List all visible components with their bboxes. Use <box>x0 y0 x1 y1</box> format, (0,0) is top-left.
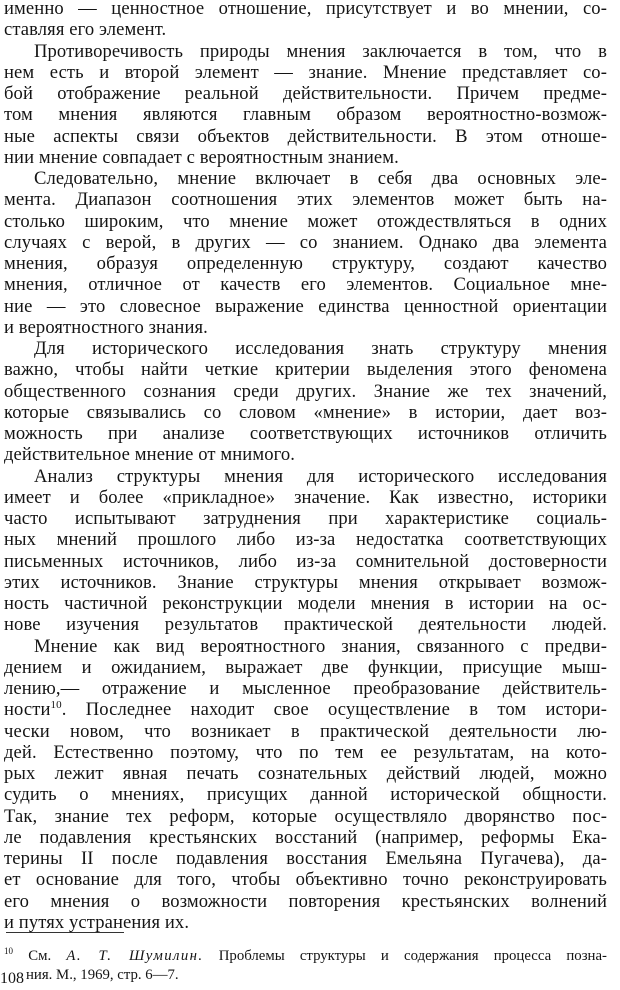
text-line: ных мнений прошлого либо из-за недостатка соответствующих <box>4 529 607 551</box>
text-line: письменных источников, либо из-за сомнительной достоверности <box>4 550 607 572</box>
text-line: Для исторического исследования знать структуру мнения <box>34 338 607 359</box>
text-line: дением и ожиданием, выражает две функции, присущие мыш- <box>4 656 607 678</box>
text-line: нем есть и второй элемент — знание. Мнение представляет со- <box>4 61 607 83</box>
text-line: его мнения о возможности повторения крестьянских волнений <box>4 890 607 912</box>
text-line: важно, чтобы найти четкие критерии выделения этого феномена <box>4 359 607 381</box>
page-number: 108 <box>0 970 24 987</box>
text-line: мента. Диапазон соотношения этих элементов может быть на- <box>4 189 607 211</box>
text-segment: ности <box>4 699 51 721</box>
text-line: судить о мнениях, присущих данной исторической общности. <box>4 784 607 806</box>
text-line: часто испытывают затруднения при характеристике социаль- <box>4 508 607 529</box>
text-line: ле подавления крестьянских восстаний (например, реформы Ека- <box>4 826 607 848</box>
text-line: столько широким, что мнение может отождествляться в одних <box>4 210 607 232</box>
text-line: нове изучения результатов практической деятельности людей. <box>4 614 607 636</box>
text-segment: . Последнее находит свое осуществление в том истори- <box>61 699 607 721</box>
text-line: имеет и более «прикладное» значение. Как известно, историки <box>4 486 607 508</box>
text-line: мнения, образуя определенную структуру, создают качество <box>4 253 607 274</box>
text-line: терины II после подавления восстания Емельяна Пугачева), да- <box>4 848 607 869</box>
text-line: ставляя его элемент. <box>4 19 167 41</box>
footnote-divider <box>6 932 124 933</box>
text-line: действительное мнение от мнимого. <box>4 444 296 466</box>
text-line: Анализ структуры мнения для исторического исследования <box>34 465 607 487</box>
text-line: дей. Естественно поэтому, что по тем ее результатам, на кото- <box>4 741 607 763</box>
footnote-author: А. Т. Шумилин. <box>66 948 204 964</box>
text-line: Мнение как вид вероятностного знания, связанного с предви- <box>34 635 607 657</box>
text-line: том мнения являются главным образом вероятностно-возмож- <box>4 104 607 126</box>
text-line: именно — ценностное отношение, присутствует и во мнении, со- <box>4 0 607 19</box>
footnote-title: Проблемы структуры и содержания процесса позна- <box>203 948 607 964</box>
text-line: общественного сознания среди других. Знание же тех значений, <box>4 380 607 402</box>
footnote-line-2: ния. М., 1969, стр. 6—7. <box>26 967 179 983</box>
text-line: этих источников. Знание структуры мнения открывает возмож- <box>4 571 607 593</box>
text-line: можность при анализе соответствующих источников отличить <box>4 423 607 444</box>
footnote-marker: 10 <box>4 946 13 956</box>
text-line: чески новом, что возникает в практической деятельности лю- <box>4 720 607 742</box>
text-line: ность частичной реконструкции модели мнения в истории на ос- <box>4 593 607 614</box>
footnote-prefix: См. <box>13 948 67 964</box>
text-line: ные аспекты связи объектов действительности. В этом отноше- <box>4 125 607 147</box>
text-line: и вероятностного знания. <box>4 316 208 338</box>
text-line <box>4 699 607 721</box>
text-line: Следовательно, мнение включает в себя два основных эле- <box>34 168 607 189</box>
footnote-line-1 <box>4 947 607 966</box>
footnote-reference: 10 <box>50 699 62 712</box>
text-line: лению,— отражение и мысленное преобразование действитель- <box>4 678 607 699</box>
text-line: ет основание для того, чтобы объективно точно реконструировать <box>4 869 607 891</box>
text-line: Так, знание тех реформ, которые осуществляло дворянство пос- <box>4 805 607 827</box>
text-line: нии мнение совпадает с вероятностным знанием. <box>4 146 399 168</box>
text-line: рых лежит явная печать сознательных действий людей, можно <box>4 763 607 784</box>
text-line: бой отображение реальной действительности. Причем предме- <box>4 83 607 104</box>
text-line: мнения, отличное от качеств его элементов. Социальное мне- <box>4 274 607 296</box>
text-line: ние — это словесное выражение единства ценностной ориентации <box>4 295 607 317</box>
text-line: случаях с верой, в других — со знанием. Однако два элемента <box>4 231 607 253</box>
text-line: и путях устранения их. <box>4 911 190 933</box>
text-line: Противоречивость природы мнения заключается в том, что в <box>34 40 607 62</box>
text-line: которые связывались со словом «мнение» в истории, дает воз- <box>4 401 607 423</box>
